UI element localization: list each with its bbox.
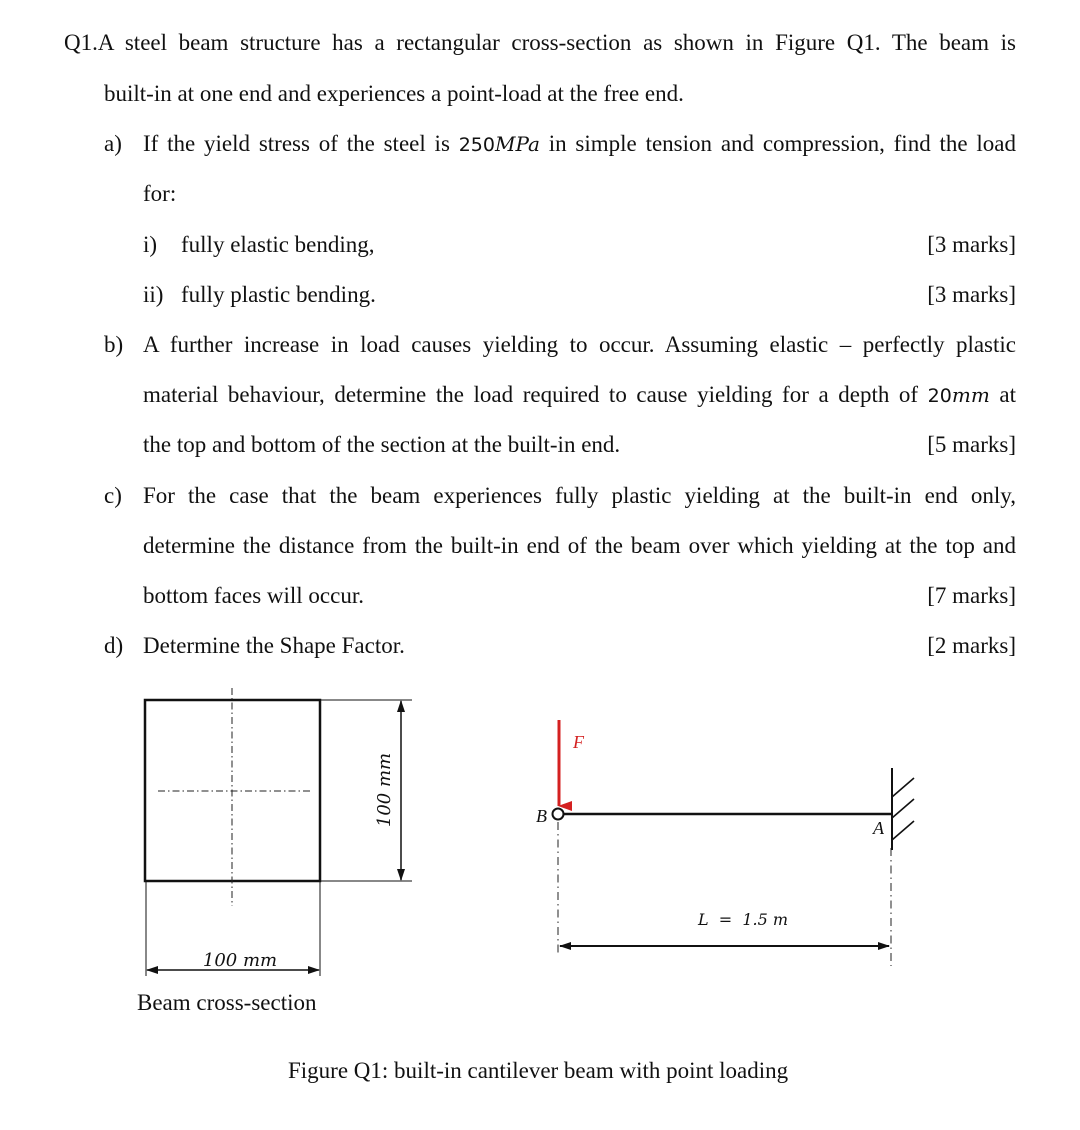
hatch-1	[892, 778, 914, 797]
cross-section	[145, 688, 412, 976]
cross-section-caption: Beam cross-section	[137, 990, 317, 1015]
part-a-i-label: i)	[143, 232, 158, 257]
part-a-line-1: If the yield stress of the steel is 250MPa in simple tension and compression, find the load	[143, 131, 1016, 156]
part-b-line-2: material behaviour, determine the load required to cause yielding for a depth of 20mm at	[143, 382, 1016, 407]
part-c-line-1: For the case that the beam experiences fully plastic yielding at the built-in end only,	[143, 483, 1016, 508]
height-label: 100 mm	[374, 752, 395, 828]
hatch-2	[892, 799, 914, 818]
part-a-line-2: for:	[143, 181, 177, 206]
part-b-line-3: the top and bottom of the section at the built-in end.	[143, 432, 621, 457]
question-intro-line-2: built-in at one end and experiences a point-load at the free end.	[104, 81, 684, 106]
fixed-end-label: A	[873, 818, 884, 838]
question-number: Q1.	[64, 30, 98, 55]
part-c-line-2: determine the distance from the built-in end of the beam over which yielding at the top and	[143, 533, 1016, 558]
hatch-3	[892, 821, 914, 840]
part-a-label: a)	[104, 131, 122, 156]
part-a-i-text: fully elastic bending,	[181, 232, 375, 257]
depth-unit: mm	[951, 383, 990, 407]
stress-unit: MPa	[494, 132, 540, 156]
part-a-ii-label: ii)	[143, 282, 164, 307]
part-b-marks: [5 marks]	[927, 432, 1016, 457]
load-label: F	[573, 732, 584, 752]
width-label: 100 mm	[202, 950, 278, 971]
part-a-ii-marks: [3 marks]	[927, 282, 1016, 307]
stress-value: 250	[458, 134, 495, 156]
part-d-text: Determine the Shape Factor.	[143, 633, 405, 658]
part-c-line-3: bottom faces will occur.	[143, 583, 364, 608]
part-b-line-1: A further increase in load causes yielding to occur. Assuming elastic – perfectly plastic	[143, 332, 1016, 357]
length-label: L = 1.5 m	[697, 910, 789, 929]
part-b-label: b)	[104, 332, 124, 357]
free-end-node	[553, 809, 564, 820]
free-end-label: B	[536, 806, 547, 826]
part-c-label: c)	[104, 483, 122, 508]
figure-caption: Figure Q1: built-in cantilever beam with point loading	[288, 1058, 789, 1083]
part-a-ii-text: fully plastic bending.	[181, 282, 376, 307]
part-c-marks: [7 marks]	[927, 583, 1016, 608]
part-a-i-marks: [3 marks]	[927, 232, 1016, 257]
depth-value: 20	[927, 385, 952, 407]
question-intro-line-1: Q1.A steel beam structure has a rectangular cross-section as shown in Figure Q1. The beam is	[64, 30, 1016, 55]
part-d-label: d)	[104, 633, 124, 658]
cantilever-beam	[553, 720, 915, 966]
part-d-marks: [2 marks]	[927, 633, 1016, 658]
